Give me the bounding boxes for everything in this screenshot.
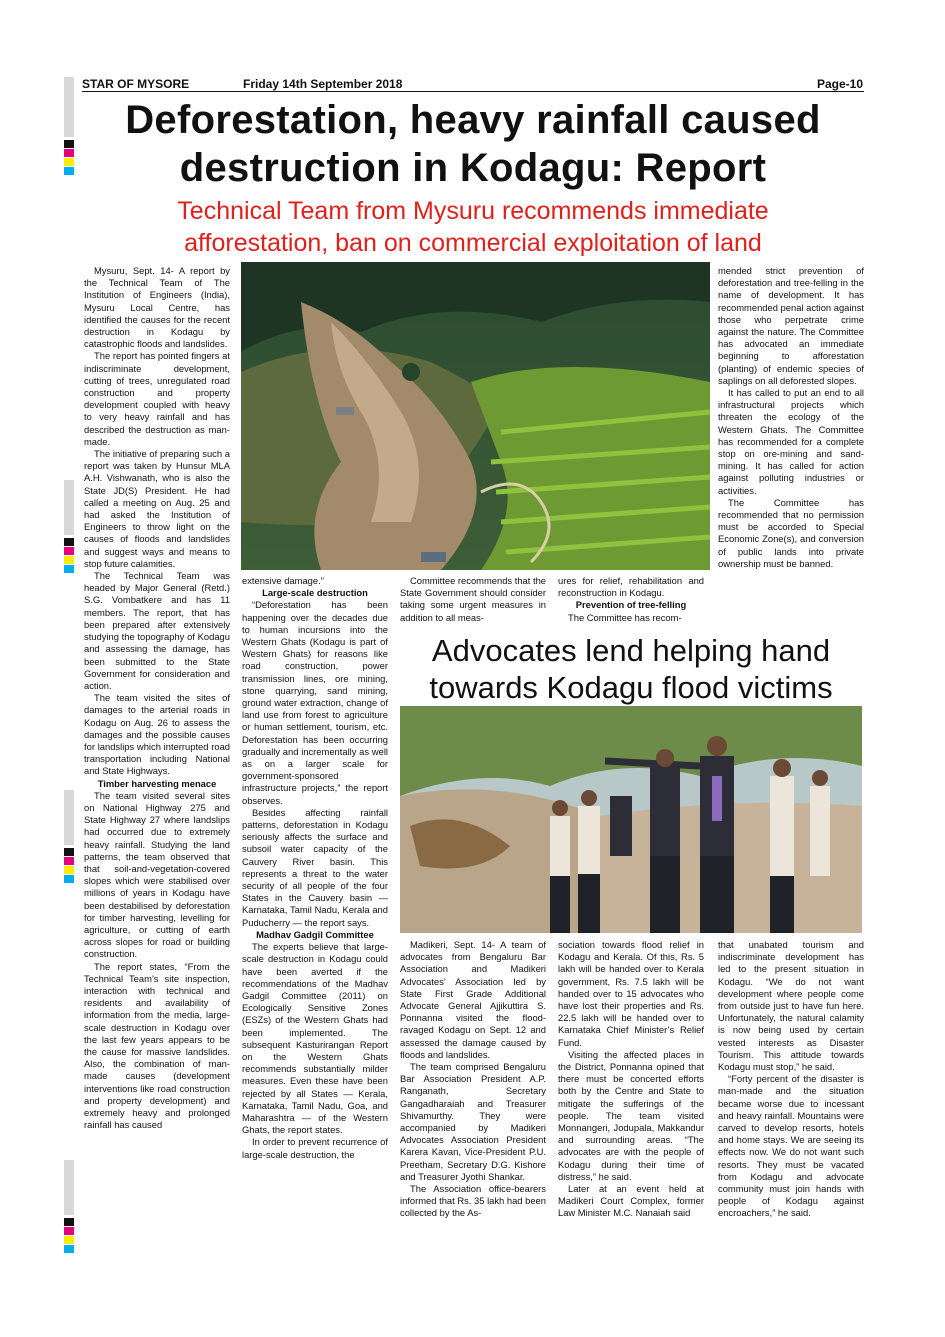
registration-bar bbox=[64, 480, 74, 535]
main-story-column-5 bbox=[718, 265, 864, 570]
color-swatch bbox=[64, 848, 74, 856]
main-story-column-4 bbox=[558, 575, 704, 624]
color-swatch bbox=[64, 1218, 74, 1226]
second-headline: Advocates lend helping hand towards Kodagu flood victims bbox=[429, 633, 833, 705]
paragraph: The Association office-bearers informed that Rs. 35 lakh had been collected by the As- bbox=[400, 1183, 546, 1219]
color-swatch bbox=[64, 140, 74, 148]
paragraph: The Committee has recom- bbox=[568, 611, 682, 623]
registration-bar bbox=[64, 77, 74, 137]
paragraph: mended strict prevention of deforestation and tree-felling in the name of development. It has recommended penal action against those who perpetrate crime against the nature. The Committee has advocated an immediate beginning to afforestation (planting) of endemic species of saplings on all deforested slopes. bbox=[718, 265, 864, 386]
paragraph: The report states, “From the Technical Team’s site inspection, interaction with technical and residents and availability of information from the media, large-scale destruction in Kodagu over the last few years appears to be the cause for massive landslides. Also, the combination of man-made causes (development interventions like road construction and property development) and extremely heavy and prolonged rainfall has caused bbox=[84, 960, 230, 1131]
color-swatch bbox=[64, 565, 74, 573]
paragraph: The report has pointed fingers at indiscriminate development, cutting of trees, unregulated road construction and property development coupled with heavy to very heavy rainfall and has described the destruction as man-made. bbox=[84, 350, 230, 447]
paragraph: “Deforestation has been happening over the decades due to human incursions into the Western Ghats (Kodagu is part of Western Ghats) for reasons like road construction, power transmission lines, ore mining, stone quarrying, sand mining, ground water extraction, change of land use from forest to agriculture or human settlement, tourism, etc. Deforestation has been occurring gradually and incrementally as well as on a larger scale for government-sponsored infrastructure projects,” the report observes. bbox=[242, 599, 388, 806]
subhead: Madhav Gadgil Committee bbox=[256, 928, 374, 940]
paragraph: Mysuru, Sept. 14- A report by the Technical Team of The Institution of Engineers (India), Mysuru Local Centre, has identified the causes for the recent destruction in Kodagu by catastrophic floods and landslides. bbox=[84, 265, 230, 350]
color-swatch bbox=[64, 556, 74, 564]
paragraph: Later at an event held at Madikeri Court Complex, former Law Minister M.C. Nanaiah said bbox=[558, 1183, 704, 1219]
registration-bar bbox=[64, 790, 74, 845]
folio-rule bbox=[82, 91, 864, 92]
paragraph: The experts believe that large-scale destruction in Kodagu could have been averted if the recommendations of the Madhav Gadgil Committee (2011) on Ecologically Sensitive Zones (ESZs) of the Western Ghats had been implemented. The subsequent Kasturirangan Report on the Western Ghats recommends substantially milder measures. Even these have been rejected by all States — Kerala, Karnataka, Tamil Nadu, Goa, and Maharashtra — of the Western Ghats, the report states. bbox=[242, 941, 388, 1136]
color-swatch bbox=[64, 866, 74, 874]
subhead: Timber harvesting menace bbox=[97, 777, 217, 789]
color-swatch bbox=[64, 1245, 74, 1253]
issue-date: Friday 14th September 2018 bbox=[243, 77, 403, 91]
paragraph: In order to prevent recurrence of large-scale destruction, the bbox=[242, 1136, 388, 1160]
paragraph: Visiting the affected places in the District, Ponnanna opined that there must be concerted efforts both by the Centre and State to mitigate the sufferings of the people. The team visited Monnangeri, Jodupala, Makkandur and surrounding areas. “The advocates are with the people of Kodagu during their time of distress,” he said. bbox=[558, 1048, 704, 1182]
second-story-column-2 bbox=[558, 939, 704, 1220]
paragraph: It has called to put an end to all infrastructural projects which threaten the ecology of the Western Ghats. The Committee has recommended for a complete stop on ore-mining and sand-mining. It has called for action against polluting industries or activities. bbox=[718, 387, 864, 496]
color-swatch bbox=[64, 167, 74, 175]
paragraph: The initiative of preparing such a report was taken by Hunsur MLA A.H. Vishwanath, who is also the State JD(S) President. He had called a meeting on Aug. 25 and had asked the Institution of Engineers to throw light on the causes of floods and landslides and suggest ways and means to stop future calamities. bbox=[84, 448, 230, 569]
paragraph: Besides affecting rainfall patterns, deforestation in Kodagu seriously affects the surface and subsoil water capacity of the Cauvery River basin. This represents a threat to the water security of all people of the four States in the Cauvery basin — Karnataka, Tamil Nadu, Kerala and Puducherry — the report says. bbox=[242, 806, 388, 928]
color-swatch bbox=[64, 1227, 74, 1235]
main-headline: Deforestation, heavy rainfall caused destruction in Kodagu: Report bbox=[125, 98, 821, 190]
second-story-column-1 bbox=[400, 939, 546, 1220]
paragraph: Committee recommends that the State Government should consider taking some urgent measures in addition to all meas- bbox=[400, 575, 546, 623]
paragraph: The team visited the sites of damages to the arterial roads in Kodagu on Aug. 26 to assess the damages and the possible causes for landslips which interrupted road transportation including National and State Highways. bbox=[84, 692, 230, 777]
paragraph: “Forty percent of the disaster is man-made and the situation became worse due to incessant and heavy rainfall. Mountains were carved to develop resorts, hotels and home stays. We are seeing its effects now. We do not want such resorts. They must be vacated from Kodagu and advocate community must join hands with people of Kodagu against encroachers,” he said. bbox=[718, 1073, 864, 1219]
second-story-column-3 bbox=[718, 939, 864, 1220]
main-story-column-3 bbox=[400, 575, 546, 624]
paragraph: extensive damage.” bbox=[242, 575, 324, 586]
paragraph: sociation towards flood relief in Kodagu and Kerala. Of this, Rs. 5 lakh will be handed over to Kerala government, Rs. 7.5 lakh will be handed over to 15 advocates who have lost their properties and Rs. 22.5 lakh will be handed over to Karnataka Chief Minister’s Relief Fund. bbox=[558, 939, 704, 1048]
page-number: Page-10 bbox=[816, 77, 863, 91]
paragraph: The team visited several sites on National Highway 275 and State Highway 27 where landslips had occurred due to extremely heavy rainfall. Studying the land patterns, the team observed that that soil-and-vegetation-covered slopes which were stabilised over millions of years in Kodagu have been destabilised by deforestation for timber harvesting, levelling for agriculture, or cutting of earth across slopes for road or building construction. bbox=[84, 789, 230, 960]
color-swatch bbox=[64, 538, 74, 546]
color-swatch bbox=[64, 1236, 74, 1244]
landslide-photo bbox=[241, 262, 710, 570]
paragraph: The Committee has recommended that no permission must be accorded to Special Economic Zone(s), and conversion of public lands into private ownership must be banned. bbox=[718, 496, 864, 569]
color-swatch bbox=[64, 857, 74, 865]
paragraph: ures for relief, rehabilitation and reconstruction in Kodagu. bbox=[558, 575, 704, 599]
registration-bar bbox=[64, 1160, 74, 1215]
main-deck: Technical Team from Mysuru recommends immediate afforestation, ban on commercial exploitation of land bbox=[177, 197, 769, 257]
color-swatch bbox=[64, 875, 74, 883]
advocates-photo bbox=[400, 706, 862, 933]
paper-name: STAR OF MYSORE bbox=[82, 77, 190, 91]
subhead: Prevention of tree-felling bbox=[575, 599, 687, 611]
color-swatch bbox=[64, 149, 74, 157]
color-swatch bbox=[64, 547, 74, 555]
main-story-column-2 bbox=[242, 575, 388, 1161]
paragraph: The Technical Team was headed by Major General (Retd.) S.G. Vombatkere and has 11 members. The report, that has been prepared after extensively studying the topography of Kodagu and assessing the damage, has been submitted to the State Government for consideration and action. bbox=[84, 570, 230, 691]
color-swatch bbox=[64, 158, 74, 166]
subhead: Large-scale destruction bbox=[262, 587, 368, 599]
paragraph: that unabated tourism and indiscriminate development has led to the present situation in Kodagu. “We do not want development where people come from outside just to have fun here. Unfortunately, the natural calamity is now being used by certain vested interests as Disaster Tourism. This attitude towards Kodagu must stop,” he said. bbox=[718, 939, 864, 1073]
paragraph: The team comprised Bengaluru Bar Association President A.P. Ranganath, Secretary Gangadharaiah and Treasurer Shivamurthy. They were accompanied by Madikeri Advocates Association President Karera Kavan, Vice-President P.U. Preetham, Secretary D.G. Kishore and Treasurer Jyothi Shankar. bbox=[400, 1061, 546, 1182]
paragraph: Madikeri, Sept. 14- A team of advocates from Bengaluru Bar Association and Madikeri Advocates’ Association led by State First Grade Additional Advocate General Ajjikuttira S. Ponnanna visited the flood-ravaged Kodagu on Sept. 12 and assessed the damage caused by floods and landslides. bbox=[400, 939, 546, 1060]
main-story-column-1 bbox=[84, 265, 230, 1131]
